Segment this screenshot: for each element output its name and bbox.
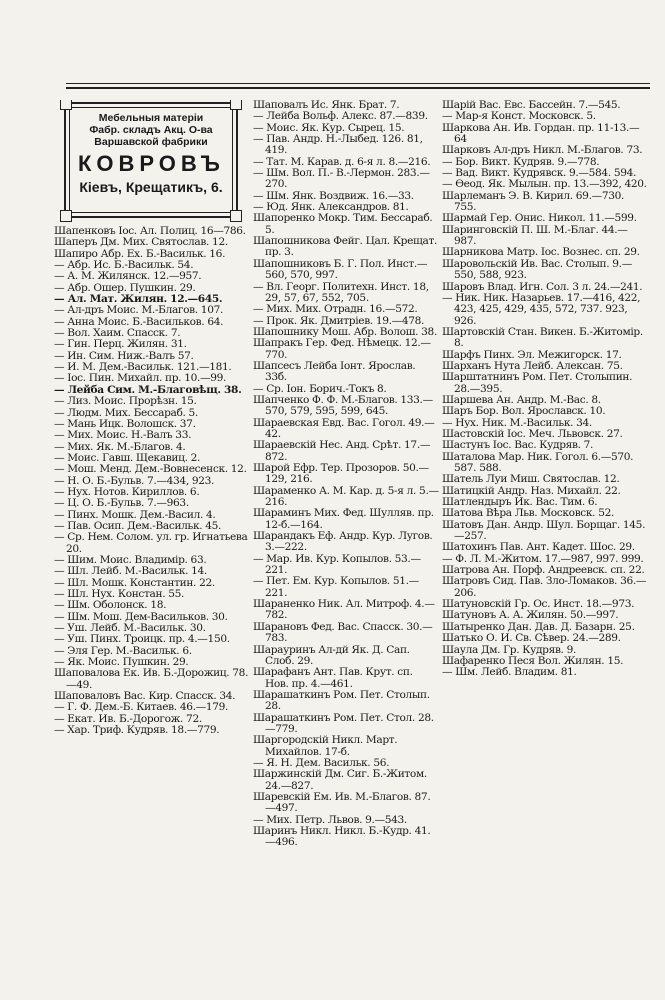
directory-entry: — Вад. Викт. Кудрявск. 9.—584. 594. xyxy=(442,167,637,180)
directory-entry: — Юд. Янк. Александров. 81. xyxy=(253,201,409,214)
directory-entry: Шаповалъ Ис. Янк. Брат. 7. xyxy=(253,100,400,111)
directory-entry: — Ф. Л. М.-Житом. 17.—987, 997. 999. xyxy=(442,552,644,565)
directory-entry: Шарановъ Фед. Вас. Спасск. 30.—783. xyxy=(253,620,433,645)
directory-entry: Шармай Гер. Онис. Никол. 11.—599. xyxy=(442,212,637,225)
directory-entry: Шараевская Евд. Вас. Гогол. 49.—42. xyxy=(253,416,435,440)
directory-entry: — Ал. Мат. Жилян. 12.—645. xyxy=(54,293,223,306)
directory-entry: Шатицкій Андр. Наз. Михайл. 22. xyxy=(442,484,621,497)
directory-entry: — Мар-я Конст. Московск. 5. xyxy=(442,110,596,123)
entry-list-1 xyxy=(54,226,250,736)
ornament-corner-icon xyxy=(230,210,242,222)
directory-entry: — Вол. Хаим. Спасск. 7. xyxy=(54,327,181,340)
directory-entry: Шатова Вѣра Льв. Московск. 52. xyxy=(442,507,614,520)
directory-entry: Шарфъ Пинх. Эл. Межигорск. 17. xyxy=(442,348,622,361)
directory-entry: — Эля Гер. М.-Васильк. 6. xyxy=(54,644,192,657)
directory-entry: — А. М. Жилянск. 12.—957. xyxy=(54,270,202,283)
entry-list-2 xyxy=(253,100,439,849)
directory-entry: — Іос. Пин. Михайл. пр. 10.—99. xyxy=(54,372,227,385)
ornament-corner-icon xyxy=(60,210,72,222)
directory-entry: Шатовъ Дан. Андр. Шул. Борщаг. 145.—257. xyxy=(442,518,646,543)
directory-entry: Шарханъ Нута Лейб. Алексан. 75. xyxy=(442,359,623,372)
directory-entry: Шатлендыръ Ик. Вас. Тим. 6. xyxy=(442,496,598,509)
directory-entry: Шаржинскій Дм. Сиг. Б.-Житом. 24.—827. xyxy=(253,768,427,792)
directory-entry: — Пав. Осип. Дем.-Васильк. 45. xyxy=(54,519,222,532)
directory-entry: Шаровольскій Ив. Вас. Столып. 9.—550, 588, 923. xyxy=(442,257,632,282)
ornament-corner-icon xyxy=(60,100,72,110)
ad-brand-name: КОВРОВЪ xyxy=(78,151,225,176)
directory-entry: — Мих. Як. М.-Благов. 4. xyxy=(54,440,186,453)
directory-entry: — Пав. Андр. Н.-Лыбед. 126. 81, 419. xyxy=(253,133,423,157)
directory-entry: Шараменко А. М. Кар. д. 5-я л. 5.—216. xyxy=(253,484,439,509)
directory-entry: — Мань Ицк. Волошск. 37. xyxy=(54,417,196,430)
directory-entry: Шатыренко Дан. Дав. Д. Базарн. 25. xyxy=(442,620,635,633)
directory-entry: Шаула Дм. Гр. Кудряв. 9. xyxy=(442,643,576,656)
directory-entry: — Тат. М. Карав. д. 6-я л. 8.—216. xyxy=(253,155,431,168)
ad-line-1: Мебельныя матеріи xyxy=(98,112,204,124)
directory-entry: Шапиро Абр. Ех. Б.-Васильк. 16. xyxy=(54,247,226,260)
directory-entry: — Уш. Лейб. М.-Васильк. 30. xyxy=(54,622,206,635)
directory-entry: — Екат. Ив. Б.-Дорогож. 72. xyxy=(54,712,202,725)
directory-entry: — Мих. Мих. Отрадн. 16.—572. xyxy=(253,303,418,316)
directory-entry: — Шм. Мош. Дем-Васильков. 30. xyxy=(54,610,228,623)
directory-entry: Шатель Луи Миш. Святослав. 12. xyxy=(442,473,620,486)
directory-entry: — Нух. Нотов. Кириллов. 6. xyxy=(54,485,200,498)
directory-entry: — Г. Ф. Дем.-Б. Китаев. 46.—179. xyxy=(54,701,229,714)
directory-entry: Шатуновскій Гр. Ос. Инст. 18.—973. xyxy=(442,598,635,611)
directory-entry: — Шм. Оболонск. 18. xyxy=(54,599,167,612)
directory-entry: Шартовскій Стан. Викен. Б.-Житомір. 8. xyxy=(442,325,643,350)
directory-entry: — Ср. Іон. Борич.-Токъ 8. xyxy=(253,382,387,395)
directory-entry: Шарой Ефр. Тер. Прозоров. 50.—129, 216. xyxy=(253,462,429,486)
directory-entry: — Ник. Ник. Назарьев. 17.—416, 422, 423, 425, 429, 435, 572, 737. 923, 926. xyxy=(442,291,641,327)
directory-entry: Шапсесъ Лейба Іонт. Ярослав. 33б. xyxy=(253,359,416,384)
directory-entry: — Шл. Нух. Констан. 55. xyxy=(54,588,185,600)
directory-entry: — Абр. Ошер. Пушкин. 29. xyxy=(54,281,196,294)
advertisement-box xyxy=(64,102,238,218)
directory-entry: — Лиз. Моис. Прорѣзн. 15. xyxy=(54,395,197,408)
directory-entry: Шатохинъ Пав. Ант. Кадет. Шос. 29. xyxy=(442,541,635,554)
directory-entry: Шараминъ Мих. Фед. Шулляв. пр. 12-б.—164. xyxy=(253,507,434,531)
directory-entry: — Мих. Моис. Н.-Валъ 33. xyxy=(54,429,192,442)
ad-line-2: Фабр. складъ Акц. О-ва xyxy=(89,124,213,136)
directory-entry: Шатровъ Сид. Пав. Зло-Ломаков. 36.—206. xyxy=(442,575,647,599)
directory-entry: Шараевскій Нес. Анд. Срѣт. 17.—872. xyxy=(253,439,431,463)
directory-column-1 xyxy=(54,100,250,990)
directory-entry: Шаперъ Дм. Мих. Святослав. 12. xyxy=(54,236,228,249)
directory-entry: — Мош. Менд. Дем.-Вовнесенск. 12. xyxy=(54,463,247,476)
directory-entry: Шапенковъ Іос. Ал. Полиц. 16—786. xyxy=(54,225,246,237)
directory-entry: Шастунъ Іос. Вас. Кудряв. 7. xyxy=(442,439,594,452)
directory-column-3 xyxy=(442,100,648,990)
ad-line-3: Варшавской фабрики xyxy=(94,136,208,148)
directory-entry: — Прок. Як. Дмитріев. 19.—478. xyxy=(253,314,425,327)
directory-entry: — Як. Моис. Пушкин. 29. xyxy=(54,656,189,669)
directory-entry: — Шм. Лейб. Владим. 81. xyxy=(442,666,577,679)
directory-entry: — Шим. Моис. Владимір. 63. xyxy=(54,553,207,566)
directory-entry: — Шм. Янк. Воздвиж. 16.—33. xyxy=(253,189,414,202)
directory-entry: — И. М. Дем.-Васильк. 121.—181. xyxy=(54,361,232,374)
directory-entry: — Мар. Ив. Кур. Копылов. 53.—221. xyxy=(253,552,421,577)
directory-entry: Шарауринъ Ал-дй Як. Д. Сап. Слоб. 29. xyxy=(253,643,410,667)
directory-entry: — Хар. Триф. Кудряв. 18.—779. xyxy=(54,724,220,737)
directory-entry: Шаркова Ан. Ив. Гордан. пр. 11-13.—64 xyxy=(442,121,640,146)
directory-entry: — Моис. Як. Кур. Сырец. 15. xyxy=(253,121,405,134)
directory-entry: Шаринъ Никл. Никл. Б.-Кудр. 41.—496. xyxy=(253,825,431,849)
directory-entry: — Шл. Лейб. М.-Васильк. 14. xyxy=(54,565,207,578)
directory-entry: Шаталова Мар. Ник. Гогол. 6.—570. 587. 588. xyxy=(442,450,634,474)
header-rule-thick xyxy=(66,87,650,89)
ad-address: Кіевъ, Крещатикъ, 6. xyxy=(79,179,223,195)
directory-entry: Шарандакъ Еф. Андр. Кур. Лугов. 3.—222. xyxy=(253,530,433,554)
directory-entry: — Ср. Нем. Солом. ул. гр. Игнатьева 20. xyxy=(54,531,248,555)
directory-entry: — Ѳеод. Як. Мылын. пр. 13.—392, 420. xyxy=(442,178,647,191)
directory-entry: — Пинх. Мошк. Дем.-Васил. 4. xyxy=(54,508,216,521)
directory-entry: Шатько О. И. Св. Сѣвер. 24.—289. xyxy=(442,632,621,645)
directory-entry: Шастовскій Іос. Меч. Львовск. 27. xyxy=(442,427,623,440)
directory-entry: — Ц. О. Б.-Бульв. 7.—963. xyxy=(54,497,189,510)
directory-entry: Шапошнику Мош. Абр. Волош. 38. xyxy=(253,325,437,338)
directory-entry: — Ал-дръ Моис. М.-Благов. 107. xyxy=(54,304,223,317)
directory-entry: — Уш. Пинх. Троицк. пр. 4.—150. xyxy=(54,633,230,646)
directory-entry: — Лейба Вольф. Алекс. 87.—839. xyxy=(253,110,428,123)
directory-entry: — Ин. Сим. Ниж.-Валъ 57. xyxy=(54,349,194,362)
directory-entry: Шарашаткинъ Ром. Пет. Столып. 28. xyxy=(253,688,430,713)
directory-entry: — Шл. Мошк. Константин. 22. xyxy=(54,576,215,589)
entry-list-3 xyxy=(442,100,648,679)
directory-entry: — Людм. Мих. Бессараб. 5. xyxy=(54,406,198,419)
directory-entry: Шарштатнинъ Ром. Пет. Столыпин. 28.—395. xyxy=(442,371,633,395)
directory-entry: — Моис. Гавш. Щекавиц. 2. xyxy=(54,451,201,464)
directory-column-2 xyxy=(253,100,439,990)
directory-entry: Шарковъ Ал-дръ Никл. М.-Благов. 73. xyxy=(442,144,643,157)
directory-entry: Шапошникова Фейг. Цал. Крещат. пр. 3. xyxy=(253,235,438,259)
directory-entry: Шатуновъ А. А. Жилян. 50.—997. xyxy=(442,609,619,622)
advertisement-inner xyxy=(69,107,233,213)
directory-entry: Шаповалова Ек. Ив. Б.-Дорожиц. 78.—49. xyxy=(54,667,249,691)
directory-entry: Шатрова Ан. Порф. Андреевск. сп. 22. xyxy=(442,564,645,577)
header-rule-thin xyxy=(66,83,650,84)
directory-entry: — Пет. Ем. Кур. Копылов. 51.—221. xyxy=(253,575,419,599)
directory-entry: Шапракъ Гер. Фед. Нѣмецк. 12.—770. xyxy=(253,337,431,361)
directory-entry: Шаршева Ан. Андр. М.-Вас. 8. xyxy=(442,393,601,406)
directory-entry: Шаповаловъ Вас. Кир. Спасск. 34. xyxy=(54,690,236,703)
directory-entry: Шаровъ Влад. Игн. Сол. 3 л. 24.—241. xyxy=(442,280,643,293)
directory-entry: — Вл. Георг. Политехн. Инст. 18, 29, 57, 67, 552, 705. xyxy=(253,280,429,304)
directory-entry: — Бор. Викт. Кудряв. 9.—778. xyxy=(442,155,600,168)
ornament-corner-icon xyxy=(230,100,242,110)
directory-entry: Шарлеманъ Э. В. Кирил. 69.—730. 755. xyxy=(442,189,625,214)
directory-entry: Шапошниковъ Б. Г. Пол. Инст.—560, 570, 997. xyxy=(253,257,428,282)
directory-entry: — Я. Н. Дем. Васильк. 56. xyxy=(253,756,390,769)
directory-entry: — Шм. Вол. П.- В.-Лермон. 283.—270. xyxy=(253,167,430,191)
directory-entry: Шараненко Ник. Ал. Митроф. 4.—782. xyxy=(253,598,435,622)
directory-entry: — Нух. Ник. М.-Васильк. 34. xyxy=(442,416,592,429)
directory-entry: Шафаренко Песя Вол. Жилян. 15. xyxy=(442,654,624,667)
directory-entry: Шаргородскій Никл. Март. Михайлов. 17-б. xyxy=(253,734,398,758)
directory-entry: Шаревскій Ем. Ив. М.-Благов. 87.—497. xyxy=(253,790,431,815)
directory-entry: — Мих. Петр. Львов. 9.—543. xyxy=(253,813,407,826)
directory-entry: — Анна Моис. Б.-Васильков. 64. xyxy=(54,315,224,328)
directory-entry: Шарій Вас. Евс. Бассейн. 7.—545. xyxy=(442,100,621,111)
directory-entry: Шарафанъ Ант. Пав. Крут. сп. Нов. пр. 4.—461. xyxy=(253,666,413,690)
directory-entry: Шапоренко Мокр. Тим. Бессараб. 5. xyxy=(253,212,433,236)
directory-entry: — Н. О. Б.-Бульв. 7.—434, 923. xyxy=(54,474,215,487)
directory-entry: Шарашаткинъ Ром. Пет. Стол. 28.—779. xyxy=(253,711,434,735)
directory-entry: — Гин. Перц. Жилян. 31. xyxy=(54,338,187,351)
directory-entry: Шапченко Ф. Ф. М.-Благов. 133.—570, 579, 595, 599, 645. xyxy=(253,393,433,418)
directory-entry: Шарникова Матр. Іос. Вознес. сп. 29. xyxy=(442,246,640,259)
directory-entry: — Лейба Сим. М.-Благовѣщ. 38. xyxy=(54,383,242,396)
directory-entry: Шаринговскій П. Ш. М.-Благ. 44.—987. xyxy=(442,223,628,248)
directory-entry: Шаръ Бор. Вол. Ярославск. 10. xyxy=(442,405,606,418)
directory-entry: — Абр. Ис. Б.-Васильк. 54. xyxy=(54,259,194,272)
